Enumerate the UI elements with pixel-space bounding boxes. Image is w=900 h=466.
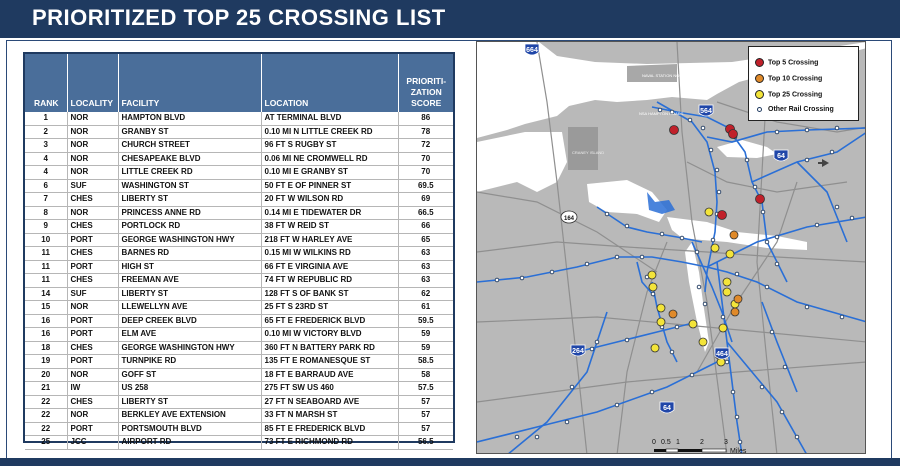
shield-464: [715, 348, 729, 359]
cell-score: 72: [398, 139, 453, 153]
cell-rank: 1: [25, 112, 67, 125]
scale-unit: Miles: [730, 448, 747, 455]
cell-location: 74 FT W REPUBLIC RD: [261, 274, 398, 288]
cell-score: 61: [398, 301, 453, 315]
cell-location: 25 FT S 23RD ST: [261, 301, 398, 315]
cell-rank: 14: [25, 287, 67, 301]
legend-item-top10: [755, 74, 822, 83]
column-header-rank: RANK: [25, 54, 67, 112]
shield-664: [525, 44, 539, 55]
cell-facility: LITTLE CREEK RD: [118, 166, 261, 180]
cell-rank: 15: [25, 301, 67, 315]
cell-facility: BERKLEY AVE EXTENSION: [118, 409, 261, 423]
table-row: [25, 233, 453, 247]
cell-locality: PORT: [67, 355, 118, 369]
svg-text:464: 464: [716, 351, 728, 358]
cell-location: 85 FT E FREDERICK BLVD: [261, 422, 398, 436]
cell-locality: PORT: [67, 328, 118, 342]
table-row: [25, 260, 453, 274]
cell-locality: PORT: [67, 260, 118, 274]
cell-facility: DEEP CREEK BLVD: [118, 314, 261, 328]
place-label-naval-station: NAVAL STATION NORFOLK: [642, 73, 693, 78]
header-banner: [0, 0, 900, 38]
cell-rank: 16: [25, 328, 67, 342]
table-row: [25, 422, 453, 436]
cell-rank: 9: [25, 220, 67, 234]
cell-locality: CHES: [67, 395, 118, 409]
table-row: [25, 395, 453, 409]
cell-rank: 18: [25, 341, 67, 355]
scale-tick-0-5: 0.5: [661, 439, 671, 446]
cell-location: 360 FT N BATTERY PARK RD: [261, 341, 398, 355]
cell-score: 57.5: [398, 382, 453, 396]
cell-location: 128 FT S OF BANK ST: [261, 287, 398, 301]
table-row: [25, 328, 453, 342]
cell-rank: 19: [25, 355, 67, 369]
table-row: [25, 314, 453, 328]
cell-rank: 20: [25, 368, 67, 382]
cell-facility: PORTSMOUTH BLVD: [118, 422, 261, 436]
table-row: [25, 193, 453, 207]
cell-score: 78: [398, 125, 453, 139]
legend-dot-top5-icon: [755, 58, 764, 67]
cell-facility: LIBERTY ST: [118, 287, 261, 301]
scale-tick-3: 3: [724, 439, 728, 446]
svg-text:564: 564: [700, 108, 712, 115]
cell-rank: 11: [25, 274, 67, 288]
cell-location: 50 FT E OF PINNER ST: [261, 179, 398, 193]
svg-text:64: 64: [777, 153, 785, 160]
cell-locality: NOR: [67, 301, 118, 315]
cell-score: 59: [398, 328, 453, 342]
table-row: [25, 301, 453, 315]
column-header-facility: FACILITY: [118, 54, 261, 112]
cell-rank: 11: [25, 260, 67, 274]
cell-locality: IW: [67, 382, 118, 396]
cell-rank: 2: [25, 125, 67, 139]
cell-location: 0.10 MI N LITTLE CREEK RD: [261, 125, 398, 139]
cell-rank: 11: [25, 247, 67, 261]
cell-score: 56.5: [398, 436, 453, 450]
cell-rank: 10: [25, 233, 67, 247]
scale-tick-1: 1: [676, 439, 680, 446]
cell-rank: 4: [25, 166, 67, 180]
table-row: [25, 409, 453, 423]
cell-rank: 8: [25, 206, 67, 220]
cell-location: 0.10 MI E GRANBY ST: [261, 166, 398, 180]
cell-rank: 7: [25, 193, 67, 207]
cell-rank: 22: [25, 409, 67, 423]
airport-icon: [818, 159, 829, 167]
column-header-score: PRIORITI- ZATION SCORE: [398, 54, 453, 112]
scale-tick-0: 0: [652, 439, 656, 446]
cell-facility: CHURCH STREET: [118, 139, 261, 153]
cell-score: 57: [398, 409, 453, 423]
table-row: [25, 247, 453, 261]
cell-location: 65 FT E FREDERICK BLVD: [261, 314, 398, 328]
shield-264: [571, 345, 585, 356]
legend-item-top5: [755, 58, 818, 67]
cell-facility: GEORGE WASHINGTON HWY: [118, 341, 261, 355]
cell-facility: HIGH ST: [118, 260, 261, 274]
craney-island: [568, 127, 598, 170]
place-label-craney-island: CRANEY ISLAND: [572, 150, 605, 155]
cell-locality: JCC: [67, 436, 118, 450]
cell-facility: GEORGE WASHINGTON HWY: [118, 233, 261, 247]
cell-locality: CHES: [67, 247, 118, 261]
cell-rank: 22: [25, 395, 67, 409]
shield-164: [561, 211, 577, 223]
cell-facility: TURNPIKE RD: [118, 355, 261, 369]
cell-score: 58: [398, 368, 453, 382]
cell-rank: 4: [25, 152, 67, 166]
cell-rank: 6: [25, 179, 67, 193]
cell-rank: 22: [25, 422, 67, 436]
svg-text:664: 664: [526, 47, 538, 54]
table-row: [25, 274, 453, 288]
table-row: [25, 166, 453, 180]
cell-facility: HAMPTON BLVD: [118, 112, 261, 125]
cell-score: 58.5: [398, 355, 453, 369]
table-row: [25, 206, 453, 220]
cell-score: 59.5: [398, 314, 453, 328]
shield-564: [699, 105, 713, 116]
cell-score: 57: [398, 395, 453, 409]
cell-locality: NOR: [67, 152, 118, 166]
map-legend: [748, 46, 859, 121]
cell-location: 218 FT W HARLEY AVE: [261, 233, 398, 247]
cell-location: 135 FT E ROMANESQUE ST: [261, 355, 398, 369]
cell-rank: 3: [25, 139, 67, 153]
table-row: [25, 287, 453, 301]
cell-location: AT TERMINAL BLVD: [261, 112, 398, 125]
shield-64-north: [774, 150, 788, 161]
cell-locality: NOR: [67, 368, 118, 382]
cell-rank: 25: [25, 436, 67, 450]
cell-score: 66: [398, 220, 453, 234]
cell-locality: NOR: [67, 112, 118, 125]
crossing-table: [25, 54, 453, 450]
cell-facility: ELM AVE: [118, 328, 261, 342]
cell-score: 63: [398, 260, 453, 274]
cell-locality: CHES: [67, 193, 118, 207]
page-title: PRIORITIZED TOP 25 CROSSING LIST: [32, 5, 446, 30]
water-river-west: [477, 132, 567, 192]
cell-facility: AIRPORT RD: [118, 436, 261, 450]
cell-score: 62: [398, 287, 453, 301]
cell-facility: US 258: [118, 382, 261, 396]
cell-facility: BARNES RD: [118, 247, 261, 261]
cell-location: 18 FT E BARRAUD AVE: [261, 368, 398, 382]
svg-text:264: 264: [572, 348, 584, 355]
legend-item-top25: [755, 90, 822, 99]
cell-facility: CHESAPEAKE BLVD: [118, 152, 261, 166]
cell-score: 69: [398, 193, 453, 207]
legend-item-other: [755, 106, 834, 113]
table-row: [25, 341, 453, 355]
cell-location: 73 FT E RICHMOND RD: [261, 436, 398, 450]
table-row: [25, 368, 453, 382]
cell-location: 275 FT SW US 460: [261, 382, 398, 396]
footer-bar: [0, 458, 900, 466]
cell-locality: CHES: [67, 220, 118, 234]
cell-locality: PORT: [67, 422, 118, 436]
cell-locality: CHES: [67, 274, 118, 288]
cell-rank: 16: [25, 314, 67, 328]
cell-location: 0.14 MI E TIDEWATER DR: [261, 206, 398, 220]
cell-score: 86: [398, 112, 453, 125]
cell-facility: PRINCESS ANNE RD: [118, 206, 261, 220]
table-header-row: [25, 54, 453, 112]
legend-label-top25: Top 25 Crossing: [768, 91, 823, 99]
cell-location: 96 FT S RUGBY ST: [261, 139, 398, 153]
cell-locality: NOR: [67, 125, 118, 139]
cell-location: 20 FT W WILSON RD: [261, 193, 398, 207]
table-row: [25, 139, 453, 153]
cell-location: 38 FT W REID ST: [261, 220, 398, 234]
cell-score: 63: [398, 274, 453, 288]
table-row: [25, 436, 453, 450]
cell-locality: CHES: [67, 341, 118, 355]
table-row: [25, 355, 453, 369]
legend-label-top5: Top 5 Crossing: [768, 59, 819, 67]
cell-facility: PORTLOCK RD: [118, 220, 261, 234]
cell-facility: GRANBY ST: [118, 125, 261, 139]
shield-64-south: [660, 402, 674, 413]
place-label-nsa: NSA HAMPTON ROADS: [639, 111, 684, 116]
cell-rank: 21: [25, 382, 67, 396]
cell-location: 66 FT E VIRGINIA AVE: [261, 260, 398, 274]
cell-location: 27 FT N SEABOARD AVE: [261, 395, 398, 409]
cell-facility: LIBERTY ST: [118, 193, 261, 207]
water-lafayette-river: [717, 140, 777, 158]
crossing-table-container: [23, 52, 455, 447]
cell-facility: FREEMAN AVE: [118, 274, 261, 288]
scale-tick-2: 2: [700, 439, 704, 446]
cell-location: 0.10 MI W VICTORY BLVD: [261, 328, 398, 342]
cell-score: 69.5: [398, 179, 453, 193]
cell-locality: PORT: [67, 233, 118, 247]
table-row: [25, 125, 453, 139]
water-elizabeth-river: [587, 180, 667, 222]
legend-dot-top25-icon: [755, 90, 764, 99]
cell-location: 0.06 MI NE CROMWELL RD: [261, 152, 398, 166]
column-header-locality: LOCALITY: [67, 54, 118, 112]
cell-score: 63: [398, 247, 453, 261]
cell-location: 33 FT N MARSH ST: [261, 409, 398, 423]
cell-score: 59: [398, 341, 453, 355]
cell-locality: NOR: [67, 166, 118, 180]
table-row: [25, 152, 453, 166]
cell-facility: LLEWELLYN AVE: [118, 301, 261, 315]
cell-locality: SUF: [67, 287, 118, 301]
cell-locality: NOR: [67, 139, 118, 153]
svg-text:164: 164: [563, 216, 575, 222]
cell-score: 66.5: [398, 206, 453, 220]
legend-dot-other-icon: [757, 107, 762, 112]
water-southern-branch: [685, 242, 709, 352]
cell-score: 57: [398, 422, 453, 436]
table-row: [25, 220, 453, 234]
legend-label-other: Other Rail Crossing: [768, 106, 834, 113]
legend-label-top10: Top 10 Crossing: [768, 75, 823, 83]
cell-locality: SUF: [67, 179, 118, 193]
svg-text:64: 64: [663, 405, 671, 412]
cell-locality: NOR: [67, 206, 118, 220]
cell-locality: PORT: [67, 314, 118, 328]
cell-facility: LIBERTY ST: [118, 395, 261, 409]
cell-facility: GOFF ST: [118, 368, 261, 382]
cell-score: 65: [398, 233, 453, 247]
cell-score: 70: [398, 166, 453, 180]
legend-dot-top10-icon: [755, 74, 764, 83]
cell-location: 0.15 MI W WILKINS RD: [261, 247, 398, 261]
table-row: [25, 112, 453, 125]
table-row: [25, 179, 453, 193]
cell-locality: NOR: [67, 409, 118, 423]
column-header-location: LOCATION: [261, 54, 398, 112]
table-row: [25, 382, 453, 396]
cell-score: 70: [398, 152, 453, 166]
cell-facility: WASHINGTON ST: [118, 179, 261, 193]
